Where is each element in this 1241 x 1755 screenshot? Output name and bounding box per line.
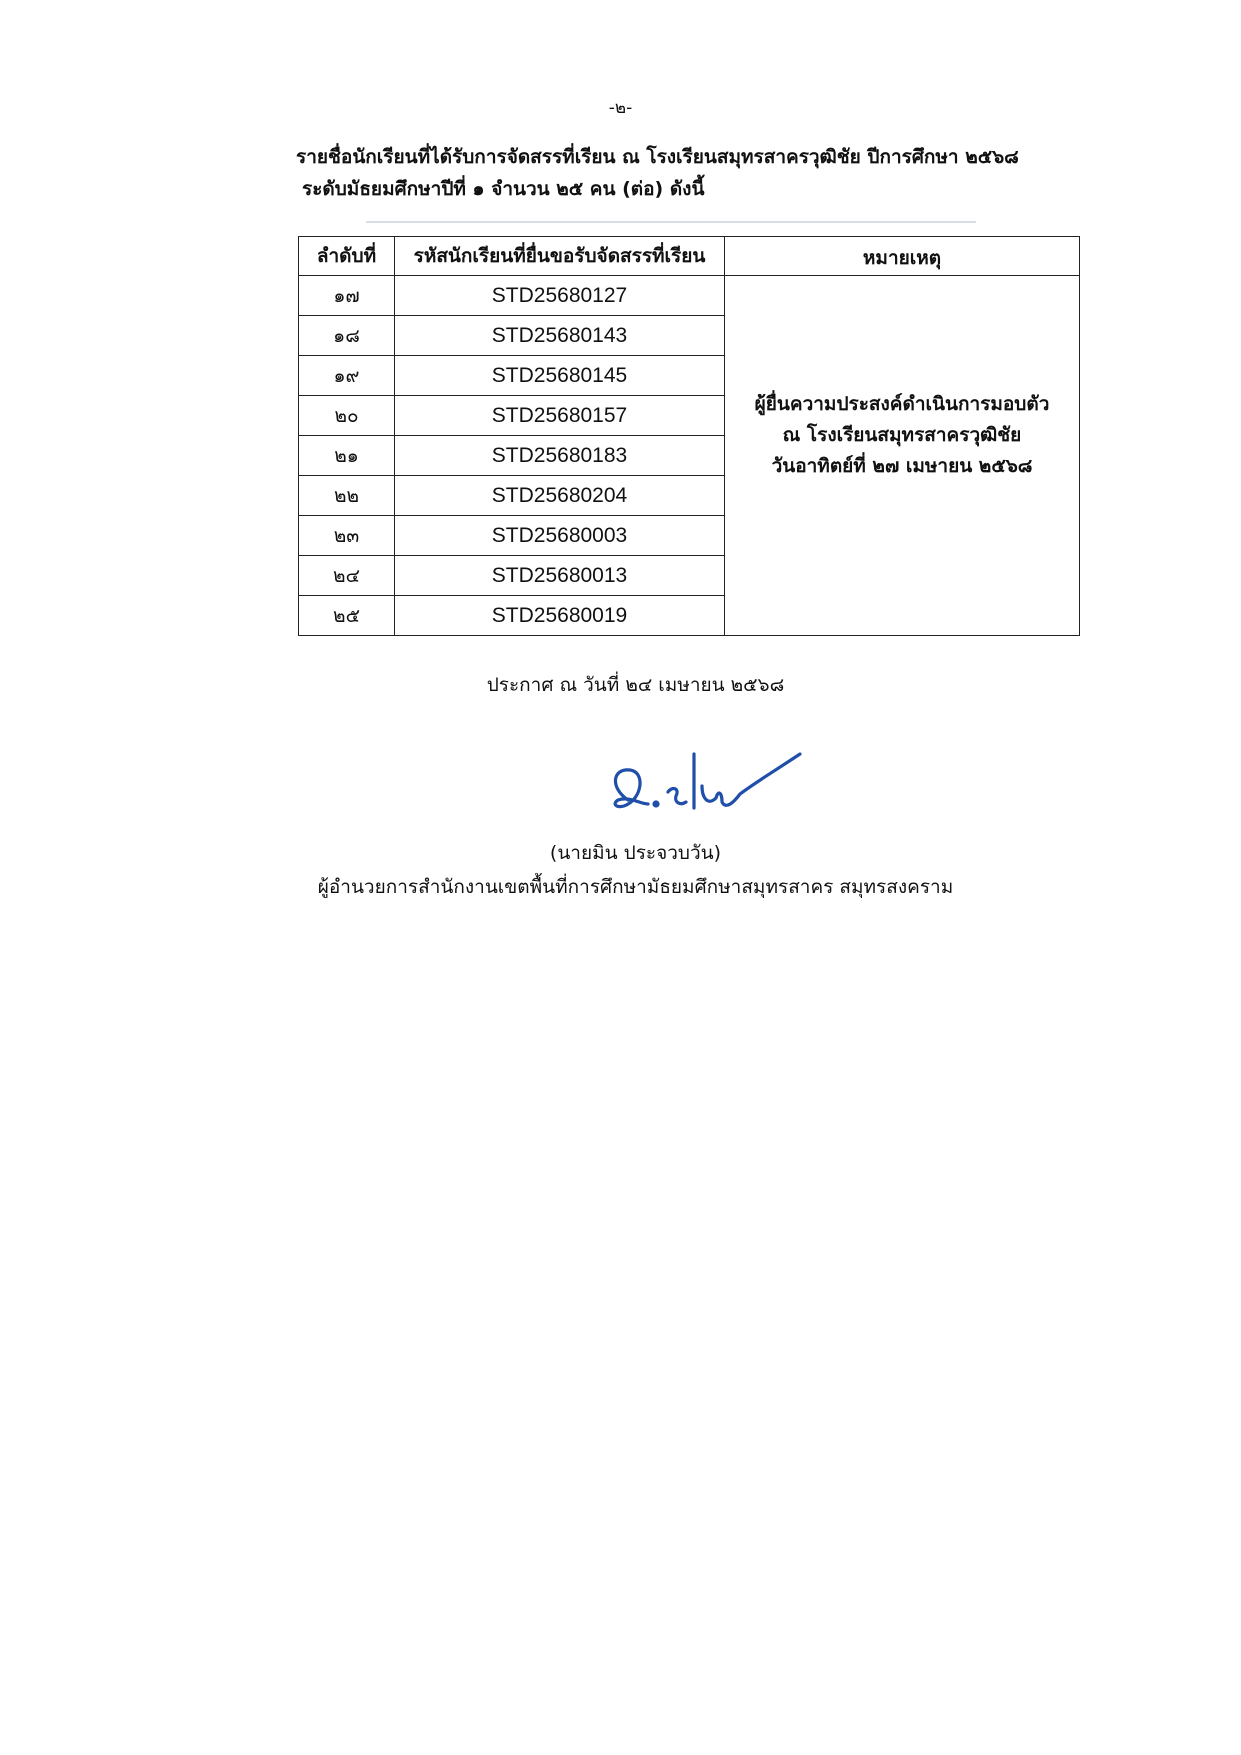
page-number: -๒- (608, 98, 633, 118)
allocation-table (298, 236, 1080, 636)
row-student-code: STD25680204 (395, 476, 725, 516)
row-student-code: STD25680127 (395, 276, 725, 316)
row-no: ๑๘ (299, 316, 395, 356)
row-student-code: STD25680013 (395, 556, 725, 596)
remark-cell (725, 276, 1080, 636)
remark-line: ณ โรงเรียนสมุทรสาครวุฒิชัย (782, 424, 1022, 446)
header-student-code: รหัสนักเรียนที่ยื่นขอรับจัดสรรที่เรียน (395, 237, 725, 276)
remark-line: ผู้ยื่นความประสงค์ดำเนินการมอบตัว (754, 393, 1050, 415)
header-remark: หมายเหตุ (725, 237, 1080, 276)
row-no: ๒๒ (299, 476, 395, 516)
row-student-code: STD25680019 (395, 596, 725, 636)
table-header-row (299, 237, 1080, 276)
table-row (299, 276, 1080, 316)
row-no: ๑๙ (299, 356, 395, 396)
row-no: ๑๗ (299, 276, 395, 316)
handwritten-signature (590, 748, 810, 828)
row-no: ๒๕ (299, 596, 395, 636)
row-no: ๒๓ (299, 516, 395, 556)
row-no: ๒๐ (299, 396, 395, 436)
announcement-date: ประกาศ ณ วันที่ ๒๔ เมษายน ๒๕๖๘ (486, 674, 785, 696)
row-no: ๒๑ (299, 436, 395, 476)
remark-line: วันอาทิตย์ที่ ๒๗ เมษายน ๒๕๖๘ (771, 455, 1033, 477)
signer-name: (นายมิน ประจวบวัน) (549, 842, 722, 864)
row-student-code: STD25680143 (395, 316, 725, 356)
row-student-code: STD25680157 (395, 396, 725, 436)
document-title-line-2: ระดับมัธยมศึกษาปีที่ ๑ จำนวน ๒๕ คน (ต่อ) ดังนี้ (302, 178, 705, 200)
row-student-code: STD25680183 (395, 436, 725, 476)
row-student-code: STD25680003 (395, 516, 725, 556)
signer-position: ผู้อำนวยการสำนักงานเขตพื้นที่การศึกษามัธยมศึกษาสมุทรสาคร สมุทรสงคราม (317, 876, 954, 898)
document-title-line-1: รายชื่อนักเรียนที่ได้รับการจัดสรรที่เรียน ณ โรงเรียนสมุทรสาครวุฒิชัย ปีการศึกษา ๒๕๖๘ (296, 146, 1019, 168)
title-underline-rule (366, 221, 976, 223)
header-no: ลำดับที่ (299, 237, 395, 276)
row-no: ๒๔ (299, 556, 395, 596)
row-student-code: STD25680145 (395, 356, 725, 396)
